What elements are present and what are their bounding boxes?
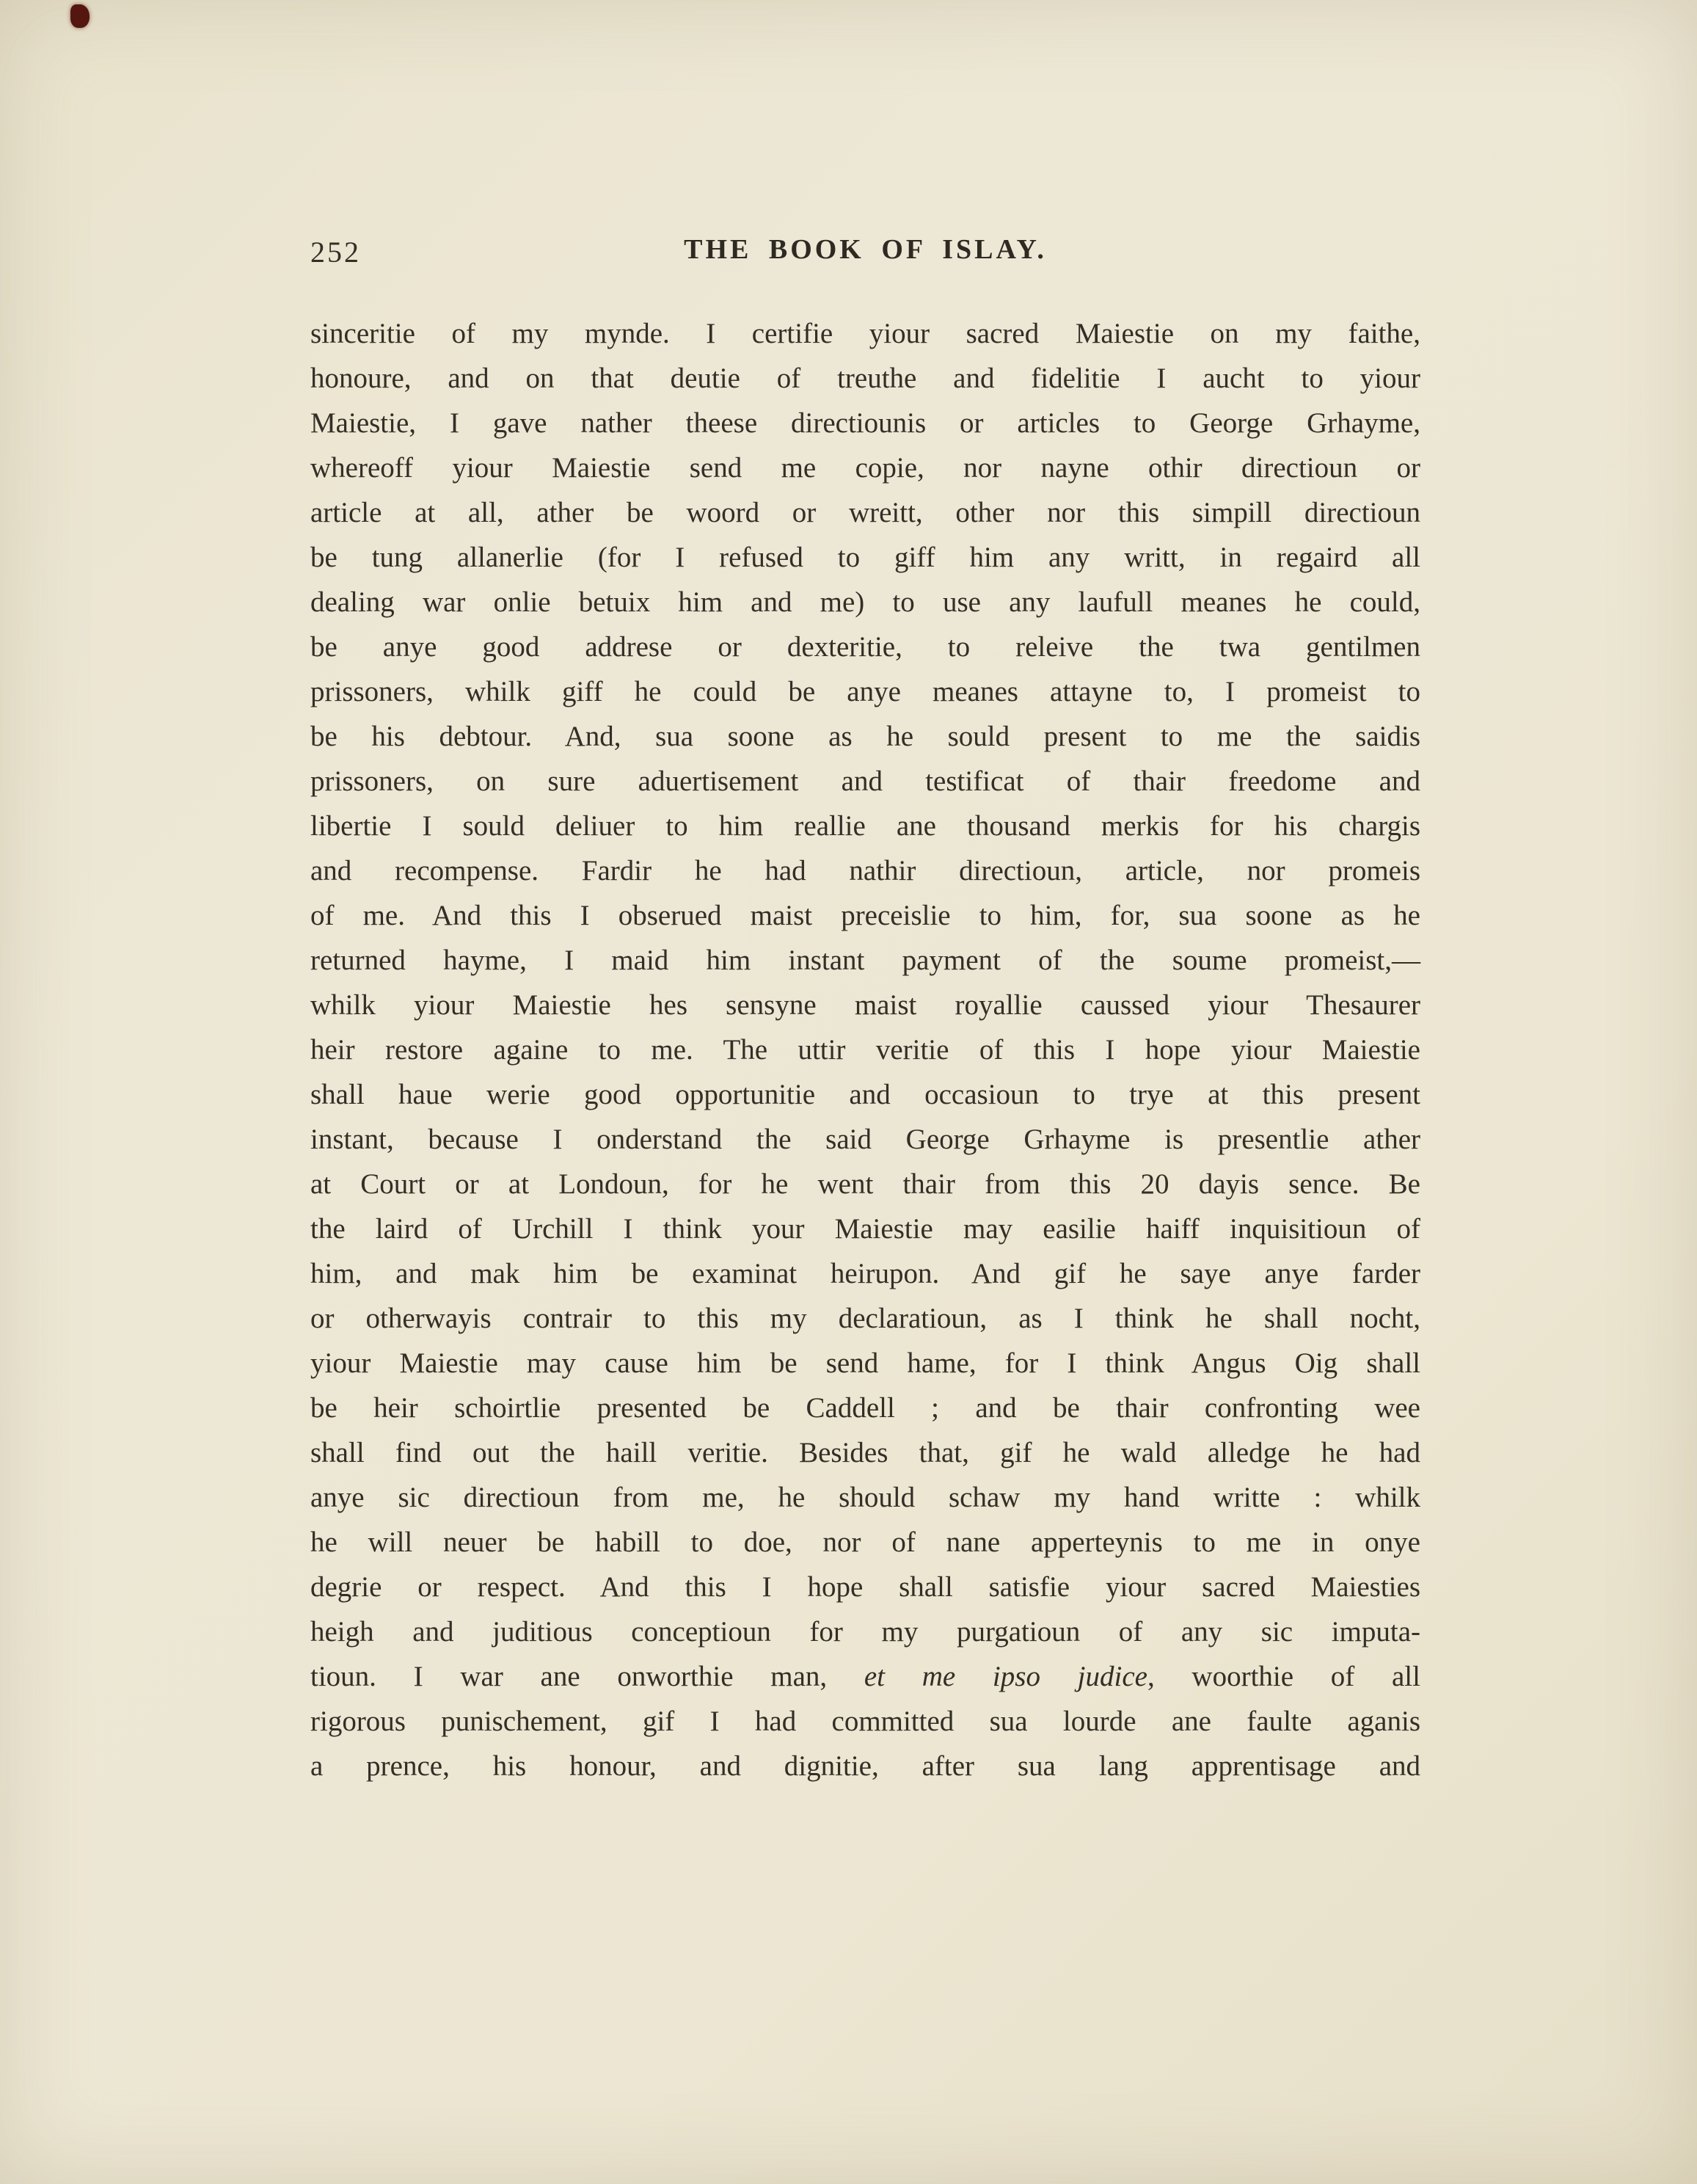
text-line bbox=[310, 1565, 1420, 1609]
text-run: him, and mak him be examinat heirupon. And gif he saye anye farder bbox=[310, 1258, 1420, 1289]
text-run: and recompense. Fardir he had nathir directioun, article, nor promeis bbox=[310, 855, 1420, 887]
text-line bbox=[310, 759, 1420, 804]
text-line bbox=[310, 1520, 1420, 1565]
text-line bbox=[310, 1251, 1420, 1296]
text-run: anye sic directioun from me, he should schaw my hand writte : whilk bbox=[310, 1482, 1420, 1513]
text-run: of me. And this I obserued maist preceislie to him, for, sua soone as he bbox=[310, 900, 1420, 931]
text-run: prissoners, on sure aduertisement and testificat of thair freedome and bbox=[310, 765, 1420, 797]
text-line bbox=[310, 445, 1420, 490]
text-line bbox=[310, 804, 1420, 848]
text-line bbox=[310, 401, 1420, 445]
text-line bbox=[310, 1027, 1420, 1072]
text-run: heigh and juditious conceptioun for my purgatioun of any sic imputa- bbox=[310, 1616, 1420, 1648]
page-number: 252 bbox=[310, 236, 361, 269]
text-line bbox=[310, 1162, 1420, 1206]
text-line bbox=[310, 311, 1420, 356]
text-run: rigorous punischement, gif I had committed sua lourde ane faulte aganis bbox=[310, 1706, 1420, 1737]
text-line bbox=[310, 714, 1420, 759]
text-run: whilk yiour Maiestie hes sensyne maist royallie caussed yiour Thesaurer bbox=[310, 989, 1420, 1021]
text-line bbox=[310, 490, 1420, 535]
text-line bbox=[310, 669, 1420, 714]
text-run: instant, because I onderstand the said George Grhayme is presentlie ather bbox=[310, 1124, 1420, 1155]
text-line bbox=[310, 1654, 1420, 1699]
text-run: article at all, ather be woord or wreitt, other nor this simpill directioun bbox=[310, 497, 1420, 528]
text-run: tioun. I war ane onworthie man, bbox=[310, 1661, 864, 1692]
text-run: returned hayme, I maid him instant payment of the soume promeist,— bbox=[310, 944, 1420, 976]
text-line bbox=[310, 1386, 1420, 1430]
text-line bbox=[310, 1206, 1420, 1251]
text-line bbox=[310, 356, 1420, 401]
text-run: shall haue werie good opportunitie and occasioun to trye at this present bbox=[310, 1079, 1420, 1110]
text-run: be heir schoirtlie presented be Caddell ; and be thair confronting wee bbox=[310, 1392, 1420, 1424]
text-run: be tung allanerlie (for I refused to giff him any writt, in regaird all bbox=[310, 542, 1420, 573]
text-run: at Court or at Londoun, for he went thair from this 20 dayis sence. Be bbox=[310, 1168, 1420, 1200]
text-run: whereoff yiour Maiestie send me copie, nor nayne othir directioun or bbox=[310, 452, 1420, 484]
text-line bbox=[310, 893, 1420, 938]
running-title: THE BOOK OF ISLAY. bbox=[684, 234, 1047, 265]
italic-phrase: et me ipso judice bbox=[864, 1661, 1147, 1692]
text-line bbox=[310, 938, 1420, 983]
text-run: dealing war onlie betuix him and me) to use any laufull meanes he could, bbox=[310, 586, 1420, 618]
text-line bbox=[310, 1341, 1420, 1386]
text-line bbox=[310, 1117, 1420, 1162]
text-line bbox=[310, 983, 1420, 1027]
text-run: he will neuer be habill to doe, nor of nane apperteynis to me in onye bbox=[310, 1526, 1420, 1558]
text-run: the laird of Urchill I think your Maiestie may easilie haiff inquisitioun of bbox=[310, 1213, 1420, 1245]
text-line bbox=[310, 625, 1420, 669]
text-line bbox=[310, 1475, 1420, 1520]
text-line bbox=[310, 1609, 1420, 1654]
text-line bbox=[310, 848, 1420, 893]
text-line bbox=[310, 1699, 1420, 1744]
text-run: shall find out the haill veritie. Besides that, gif he wald alledge he had bbox=[310, 1437, 1420, 1468]
page-header bbox=[310, 233, 1420, 279]
text-run: or otherwayis contrair to this my declaratioun, as I think he shall nocht, bbox=[310, 1303, 1420, 1334]
text-line bbox=[310, 1744, 1420, 1788]
text-run: honoure, and on that deutie of treuthe and fidelitie I aucht to yiour bbox=[310, 363, 1420, 394]
text-run: a prence, his honour, and dignitie, after sua lang apprentisage and bbox=[310, 1750, 1420, 1782]
text-line bbox=[310, 1072, 1420, 1117]
text-run: Maiestie, I gave nather theese directiounis or articles to George Grhayme, bbox=[310, 407, 1420, 439]
text-run: be anye good addrese or dexteritie, to releive the twa gentilmen bbox=[310, 631, 1420, 663]
text-run: yiour Maiestie may cause him be send hame, for I think Angus Oig shall bbox=[310, 1347, 1420, 1379]
text-run: be his debtour. And, sua soone as he sould present to me the saidis bbox=[310, 721, 1420, 752]
text-run: prissoners, whilk giff he could be anye meanes attayne to, I promeist to bbox=[310, 676, 1420, 707]
text-line bbox=[310, 1430, 1420, 1475]
text-line bbox=[310, 580, 1420, 625]
text-line bbox=[310, 535, 1420, 580]
scan-artifact bbox=[70, 4, 90, 28]
text-line bbox=[310, 1296, 1420, 1341]
text-run: heir restore againe to me. The uttir veritie of this I hope yiour Maiestie bbox=[310, 1034, 1420, 1066]
body-text bbox=[310, 311, 1420, 1788]
text-run: sinceritie of my mynde. I certifie yiour sacred Maiestie on my faithe, bbox=[310, 318, 1420, 349]
text-run: libertie I sould deliuer to him reallie ane thousand merkis for his chargis bbox=[310, 810, 1420, 842]
text-run: , woorthie of all bbox=[1147, 1661, 1420, 1692]
text-run: degrie or respect. And this I hope shall satisfie yiour sacred Maiesties bbox=[310, 1571, 1420, 1603]
